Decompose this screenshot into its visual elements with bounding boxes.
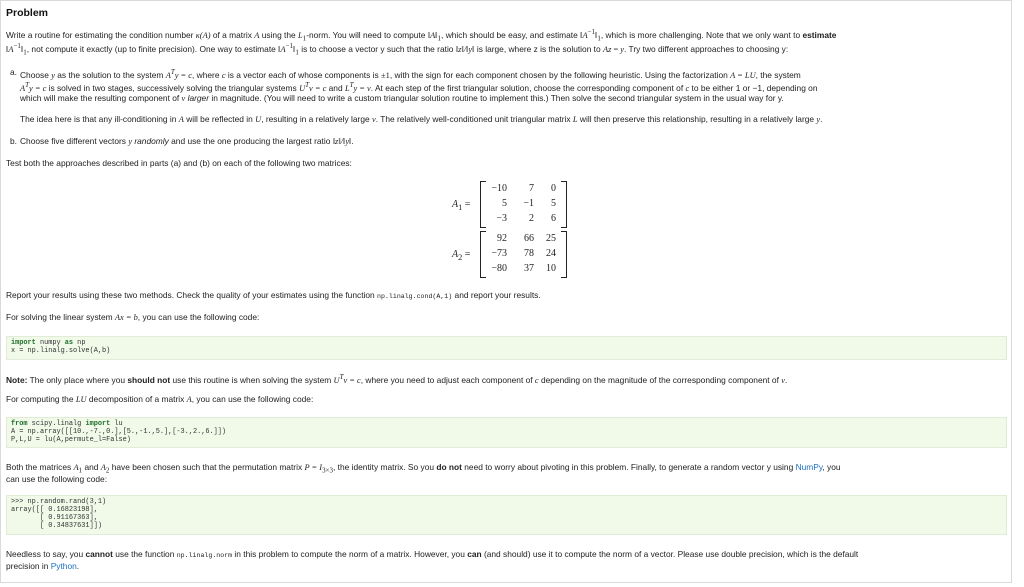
- matrix-a1-right-bracket: [561, 181, 567, 228]
- inline-code-norm: np.linalg.norm: [176, 552, 233, 559]
- intro-paragraph: Write a routine for estimating the condition number κ(A) of a matrix A using the $L_1$-norm. You will need to compute $‖A‖_1$, which should be easy, and estimate $‖A^{-1}‖_1$, which is more challenging. Note that we only want to estimate: [6, 28, 837, 43]
- matrix-cell: 5: [551, 198, 556, 209]
- code-block-random: >>> np.random.rand(3,1) array([[ 0.16823198], [ 0.91167363], [ 0.34837631]]): [6, 495, 1007, 535]
- inline-code-cond: np.linalg.cond(A,1): [377, 293, 453, 300]
- lu-text: For computing the LU decomposition of a matrix A, you can use the following code:: [6, 394, 314, 404]
- note-text: Note: The only place where you should not use this routine is when solving the system $U^Tv = c$, where you need to adjust each component of c depending on the magnitude of the corresponding component of v.: [6, 373, 788, 385]
- matrix-cell: 37: [524, 263, 534, 274]
- perm-text-line2: can use the following code:: [6, 474, 108, 484]
- numpy-link[interactable]: NumPy: [795, 462, 823, 472]
- perm-text: Both the matrices $A_1$ and $A_2$ have been chosen such that the permutation matrix $P = I_{3\times 3}$, the identity matrix. So you do not need to worry about pivoting in this problem. Finally, to generate a random vector y using NumPy, you: [6, 462, 841, 475]
- matrix-cell: 24: [546, 248, 556, 259]
- problem-title: Problem: [6, 7, 49, 19]
- matrix-a1-label: $A_1$ =: [452, 199, 471, 212]
- final-text: Needless to say, you cannot use the function np.linalg.norm in this problem to compute the norm of a matrix. However, you can (and should) use it to compute the norm of a vector. Please use double precision, which is the default: [6, 549, 859, 559]
- code-block-solve: import numpy as np x = np.linalg.solve(A,b): [6, 336, 1007, 360]
- matrix-cell: 25: [546, 233, 556, 244]
- matrix-cell: 92: [497, 233, 507, 244]
- part-a-idea: The idea here is that any ill-conditioning in A will be reflected in U, resulting in a relatively large v. The relatively well-conditioned unit triangular matrix L will then preserve this relationship, resulting in a relatively large y.: [20, 114, 823, 124]
- matrix-cell: 78: [524, 248, 534, 259]
- matrix-cell: 5: [502, 198, 507, 209]
- matrix-cell: 10: [546, 263, 556, 274]
- matrix-cell: −3: [496, 213, 507, 224]
- part-a-line1: a. Choose y as the solution to the system $A^Ty = c$, where c is a vector each of whose components is ±1, with the sign for each component chosen by the following heuristic. Using the factorization A = LU, the system: [10, 67, 801, 80]
- report-text: Report your results using these two methods. Check the quality of your estimates using the function np.linalg.cond(A,1) and report your results.: [6, 290, 541, 300]
- part-a-line3: which will make the resulting component of v larger in magnitude. (You will need to write a custom triangular solution routine to implement this.) Then solve the second triangular system in the usual way for y.: [20, 93, 784, 103]
- intro-paragraph-line2: $‖A^{-1}‖_1$, not compute it exactly (up to finite precision). One way to estimate $‖A^{-1}‖_1$ is to choose a vector y such that the ratio ‖z‖/‖y‖ is large, where z is the solution to Az = y. Try two different approaches to choosing y:: [6, 42, 789, 57]
- part-b: b. Choose five different vectors y randomly and use the one producing the largest ratio ‖z‖/‖y‖.: [10, 136, 354, 146]
- code-block-lu: from scipy.linalg import lu A = np.array([[10.,-7.,0.],[5.,-1.,5.],[-3.,2.,6.]]) P,L,U = lu(A,permute_l=False): [6, 417, 1007, 448]
- matrix-a2-label: $A_2$ =: [452, 249, 471, 262]
- matrix-cell: −10: [491, 183, 507, 194]
- matrix-cell: 7: [529, 183, 534, 194]
- solve-text: For solving the linear system Ax = b, you can use the following code:: [6, 312, 260, 322]
- part-a-line2: $A^Ty = c$ is solved in two stages, successively solving the triangular systems $U^Tv = c$ and $L^Ty = v$. At each step of the first triangular solution, choose the corresponding component of c to be either 1 or −1, depending on: [20, 81, 818, 93]
- matrix-cell: 0: [551, 183, 556, 194]
- matrix-cell: −73: [491, 248, 507, 259]
- test-text: Test both the approaches described in parts (a) and (b) on each of the following two matrices:: [6, 158, 352, 168]
- matrix-cell: −80: [491, 263, 507, 274]
- final-text-line2: precision in Python.: [6, 561, 80, 571]
- matrix-a2-right-bracket: [561, 231, 567, 278]
- python-link[interactable]: Python: [50, 561, 77, 571]
- matrix-cell: 6: [551, 213, 556, 224]
- matrix-cell: −1: [523, 198, 534, 209]
- matrix-cell: 2: [529, 213, 534, 224]
- matrix-cell: 66: [524, 233, 534, 244]
